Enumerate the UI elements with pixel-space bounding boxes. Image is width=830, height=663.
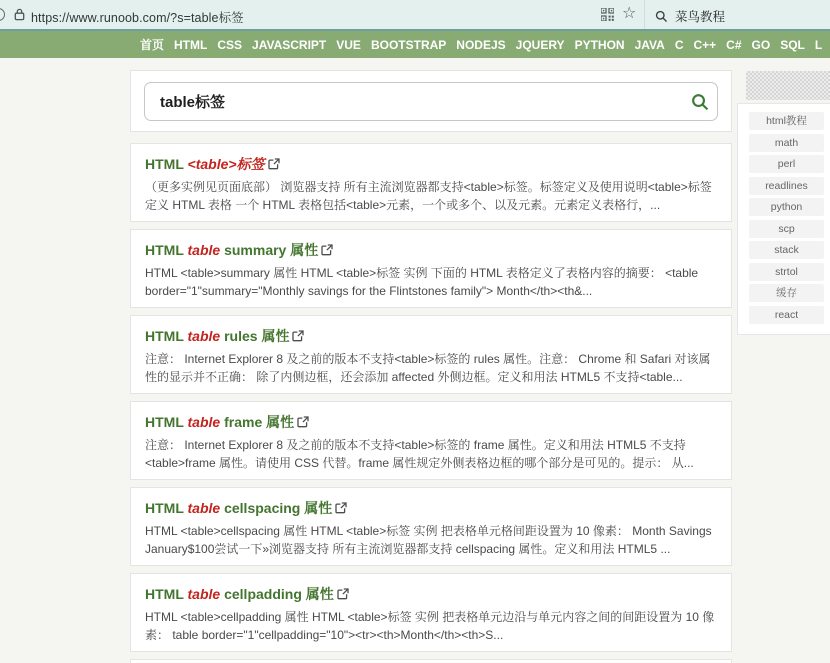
external-link-icon — [292, 330, 304, 342]
title-part: HTML — [145, 156, 188, 172]
tag-button-scp[interactable]: scp — [749, 220, 824, 238]
lock-icon — [14, 8, 25, 21]
address-bar-url[interactable]: https://www.runoob.com/?s=table标签 — [31, 10, 244, 25]
search-result-item — [130, 401, 732, 480]
title-part: table — [187, 414, 221, 430]
external-link-icon — [337, 588, 349, 600]
title-part: table — [187, 328, 221, 344]
result-title-link[interactable] — [145, 586, 717, 602]
result-description: （更多实例见页面底部） 浏览器支持 所有主流浏览器都支持<table>标签。标签定义及使用说明<table>标签定义 HTML 表格 一个 HTML 表格包括<table>元素，一个或多个、以及元素。元素定义表格行，... — [145, 180, 712, 212]
title-part: HTML — [145, 500, 188, 516]
nav-item-c[interactable]: C — [674, 37, 684, 52]
ad-placeholder — [746, 71, 830, 100]
tag-button-strtol[interactable]: strtol — [749, 263, 824, 281]
result-description: 注意： Internet Explorer 8 及之前的版本不支持<table>标签的 rules 属性。注意： Chrome 和 Safari 对该属性的显示并不正确： 除了内侧边框，还会添加 affected 外侧边框。定义和用法 HTML5 不支持<table... — [145, 352, 711, 384]
quick-search-text: 菜鸟教程 — [675, 10, 726, 24]
nav-item-c[interactable]: C# — [726, 37, 742, 52]
reload-icon[interactable] — [0, 8, 5, 21]
title-part: cellpadding 属性 — [220, 586, 334, 602]
result-title-link[interactable] — [145, 328, 717, 344]
nav-item-java[interactable]: JAVA — [634, 37, 665, 52]
tag-button-math[interactable]: math — [749, 134, 824, 152]
title-part: HTML — [145, 414, 188, 430]
browser-quick-search[interactable] — [655, 7, 725, 25]
title-part: frame 属性 — [220, 414, 295, 430]
nav-item-首页[interactable]: 首页 — [140, 38, 165, 52]
search-result-item — [130, 315, 732, 394]
title-part: rules 属性 — [220, 328, 290, 344]
magnifier-icon — [655, 10, 668, 23]
external-link-icon — [268, 158, 280, 170]
main-content — [130, 70, 732, 663]
related-tags-panel — [737, 103, 830, 335]
nav-item-sql[interactable]: SQL — [780, 37, 805, 52]
result-description: HTML <table>cellspacing 属性 HTML <table>标签 实例 把表格单元格间距设置为 10 像素： Month Savings January$100尝试一下»浏览器支持 所有主流浏览器都支持 cellspacing 属性。定义和用法 HTML5 ... — [145, 524, 712, 556]
title-part: HTML — [145, 328, 188, 344]
bookmark-star-icon[interactable]: ☆ — [622, 5, 637, 22]
title-part: table — [187, 586, 221, 602]
search-panel — [130, 70, 732, 132]
nav-item-python[interactable]: PYTHON — [574, 37, 625, 52]
nav-item-html[interactable]: HTML — [174, 37, 208, 52]
search-result-item — [130, 229, 732, 308]
result-title-link[interactable] — [145, 242, 717, 258]
result-title-link[interactable] — [145, 500, 717, 516]
nav-item-vue[interactable]: VUE — [336, 37, 361, 52]
search-button[interactable] — [691, 93, 709, 111]
qr-code-icon[interactable] — [601, 8, 614, 21]
title-part: HTML — [145, 586, 188, 602]
title-part: HTML — [145, 242, 188, 258]
title-part: summary 属性 — [220, 242, 319, 258]
search-result-item — [130, 487, 732, 566]
tag-button-html教程[interactable]: html教程 — [749, 112, 824, 130]
tag-button-stack[interactable]: stack — [749, 241, 824, 259]
toolbar-divider — [644, 0, 645, 29]
nav-item-bootstrap[interactable]: BOOTSTRAP — [370, 37, 447, 52]
tag-button-readlines[interactable]: readlines — [749, 177, 824, 195]
search-input[interactable] — [144, 82, 718, 121]
tag-button-python[interactable]: python — [749, 198, 824, 216]
external-link-icon — [335, 502, 347, 514]
nav-item-go[interactable]: GO — [751, 37, 771, 52]
external-link-icon — [321, 244, 333, 256]
tag-button-缓存[interactable]: 缓存 — [749, 284, 824, 302]
title-part: table — [187, 242, 221, 258]
nav-item-l[interactable]: L — [814, 37, 823, 52]
external-link-icon — [297, 416, 309, 428]
nav-item-nodejs[interactable]: NODEJS — [456, 37, 506, 52]
nav-item-jquery[interactable]: JQUERY — [515, 37, 565, 52]
search-result-item — [130, 143, 732, 222]
nav-item-css[interactable]: CSS — [217, 37, 243, 52]
title-part: <table>标签 — [187, 156, 265, 172]
result-description: 注意： Internet Explorer 8 及之前的版本不支持<table>标签的 frame 属性。定义和用法 HTML5 不支持<table>frame 属性。请使用 CSS 代替。frame 属性规定外侧表格边框的哪个部分是可见的。提示： 从... — [145, 438, 694, 470]
main-navbar — [0, 29, 830, 58]
title-part: table — [187, 500, 221, 516]
nav-item-javascript[interactable]: JAVASCRIPT — [252, 37, 327, 52]
result-description: HTML <table>summary 属性 HTML <table>标签 实例 下面的 HTML 表格定义了表格内容的摘要： <table border="1"summary="Monthly savings for the Flintstones family"> Month</th><th&... — [145, 266, 699, 298]
search-result-item-partial — [130, 659, 732, 663]
nav-item-c[interactable]: C++ — [693, 37, 717, 52]
result-title-link[interactable] — [145, 414, 717, 430]
tag-button-perl[interactable]: perl — [749, 155, 824, 173]
tag-button-react[interactable]: react — [749, 306, 824, 324]
result-title-link[interactable] — [145, 156, 717, 172]
browser-chrome — [0, 0, 830, 29]
search-result-item — [130, 573, 732, 652]
title-part: cellspacing 属性 — [220, 500, 333, 516]
result-description: HTML <table>cellpadding 属性 HTML <table>标签 实例 把表格单元边沿与单元内容之间的间距设置为 10 像素： table border="1"cellpadding="10"><tr><th>Month</th><th>S... — [145, 610, 715, 642]
